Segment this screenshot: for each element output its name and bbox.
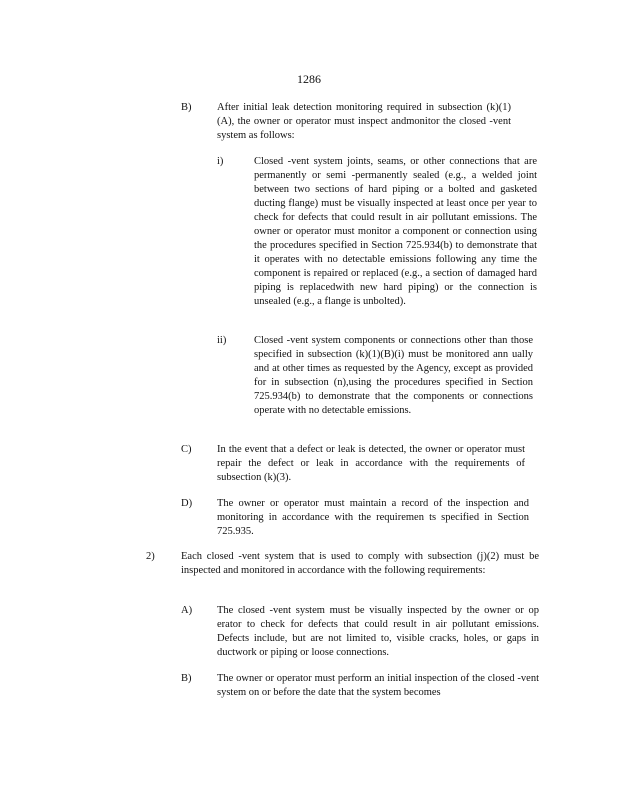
paragraph-text: Closed -vent system components or connections other than those specified in subsection (k)(1)(B)(i) must be monitored ann ually and at other times as requested by the Agency, except as provided for in subsection (n),using the procedures specified in Section 725.934(b) to demonstrate that the components or connections operate with no detectable emissions. — [254, 335, 533, 416]
paragraph-text: Closed -vent system joints, seams, or other connections that are permanently or semi -permanently sealed (e.g., a welded joint between two sections of hard piping or a bolted and gasketed ducting flange) must be visually inspected at least once per year to check for defects that could result in air pollutant emissions. The owner or operator must monitor a component or connection using the procedures specified in Section 725.934(b) to demonstrate that it operates with no detectable emissions following any time the component is repaired or replaced (e.g., a section of damaged hard piping is replacedwith new hard piping) or the connection is unsealed (e.g., a flange is unbolted). — [254, 156, 537, 307]
paragraph-text: The owner or operator must maintain a record of the inspection and monitoring in accordance with the requiremen ts specified in Section 725.935. — [217, 498, 529, 537]
paragraph-label: A) — [181, 605, 193, 616]
paragraph-label: 2) — [146, 551, 155, 562]
paragraph-text: After initial leak detection monitoring required in subsection (k)(1)(A), the owner or operator must inspect andmonitor the closed -vent system as follows: — [217, 102, 511, 141]
paragraph-label: C) — [181, 444, 192, 455]
paragraph-label: i) — [217, 156, 224, 167]
paragraph-label: D) — [181, 498, 193, 509]
paragraph-label: B) — [181, 102, 192, 113]
page-number: 1286 — [297, 72, 321, 86]
paragraph-text: Each closed -vent system that is used to comply with subsection (j)(2) must be inspected and monitored in accordance with the following requirements: — [181, 551, 539, 576]
paragraph-text: The closed -vent system must be visually inspected by the owner or op erator to check for defects that could result in air pollutant emissions. Defects include, but are not limited to, visible cracks, holes, or gaps in ductwork or piping or loose connections. — [217, 605, 539, 658]
paragraph-text: In the event that a defect or leak is detected, the owner or operator must repair the defect or leak in accordance with the requirements of subsection (k)(3). — [217, 444, 525, 483]
paragraph-label: B) — [181, 673, 192, 684]
paragraph-text: The owner or operator must perform an initial inspection of the closed -vent system on or before the date that the system becomes — [217, 673, 539, 698]
paragraph-label: ii) — [217, 335, 227, 346]
